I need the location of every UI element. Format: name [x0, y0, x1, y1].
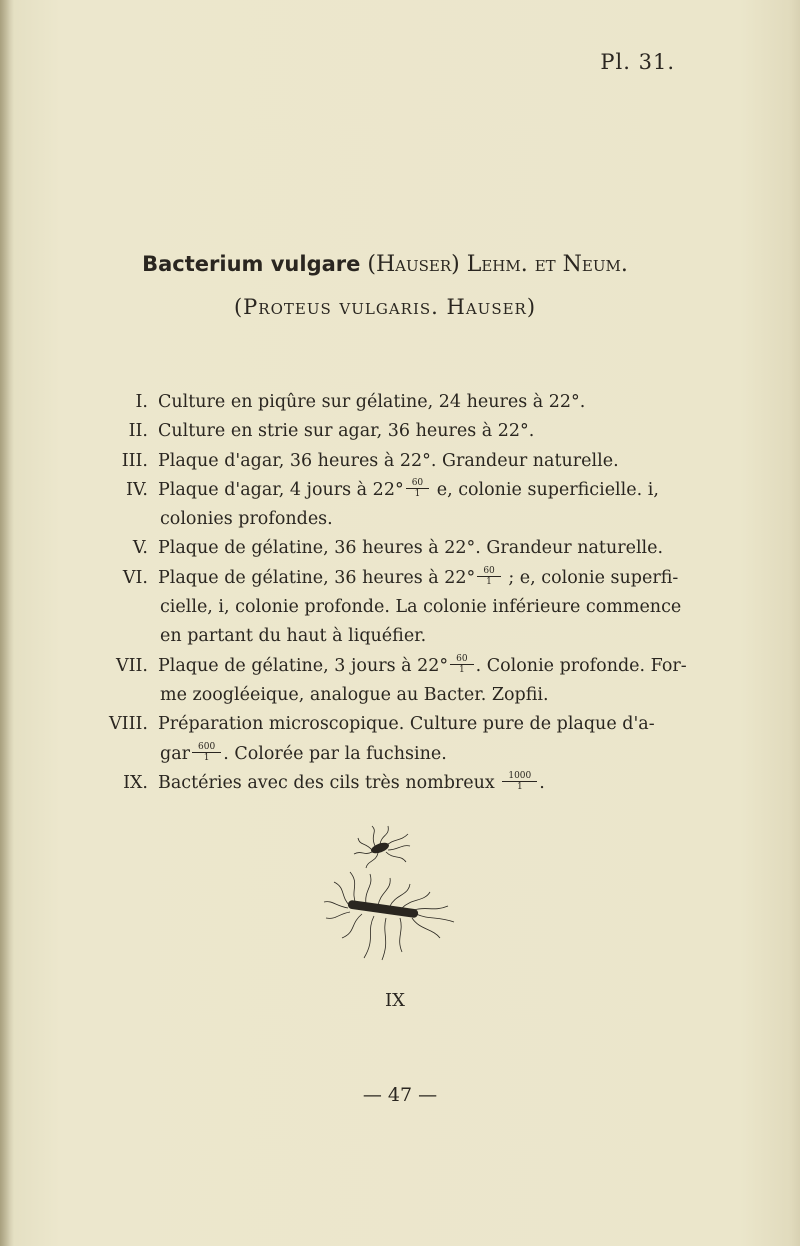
item-continuation	[100, 740, 720, 769]
item-text-post: . Colorée par la fuchsine.	[223, 743, 447, 764]
binding-shadow	[0, 0, 14, 1246]
item-text	[158, 652, 720, 681]
frac-top: 600	[192, 742, 221, 753]
item-number: IX.	[123, 772, 148, 793]
magnification-fraction	[450, 654, 473, 675]
plate-number: Pl. 31.	[600, 50, 675, 74]
bacteria-figure	[320, 820, 480, 980]
magnification-fraction	[477, 566, 500, 587]
magnification-fraction	[406, 478, 429, 499]
item-text-pre: Plaque d'agar, 4 jours à 22°	[158, 479, 404, 500]
list-item	[100, 476, 720, 505]
item-text	[158, 476, 720, 505]
item-continuation: me zoogléeique, analogue au Bacter. Zopfii.	[160, 684, 549, 705]
page-number: — 47 —	[362, 1084, 438, 1106]
item-continuation: en partant du haut à liquéfier.	[160, 626, 427, 647]
frac-top: 1000	[502, 771, 537, 782]
item-text-post: ; e, colonie superfi-	[502, 567, 679, 588]
item-number: VII.	[115, 655, 148, 676]
item-text: Culture en piqûre sur gélatine, 24 heures à 22°.	[158, 392, 586, 412]
list-item	[100, 388, 720, 417]
item-continuation: cielle, i, colonie profonde. La colonie inférieure commence	[160, 597, 682, 618]
frac-top: 60	[406, 478, 429, 489]
item-text-pre: Plaque de gélatine, 3 jours à 22°	[158, 655, 449, 676]
list-item	[100, 447, 720, 476]
item-text	[158, 564, 720, 593]
item-text-pre: Plaque de gélatine, 36 heures à 22°	[158, 567, 476, 588]
title-rest: Lehm. et Neum.	[466, 252, 628, 277]
item-number: II.	[128, 421, 148, 442]
figure-legend-list	[100, 388, 720, 798]
item-text-post: e, colonie superficielle. i,	[431, 479, 659, 500]
frac-bottom: 1	[459, 664, 465, 675]
list-item	[100, 534, 720, 563]
list-item	[100, 710, 720, 739]
item-text-post: .	[539, 772, 545, 793]
title-author: (Hauser)	[367, 252, 460, 277]
magnification-fraction	[502, 771, 537, 792]
page-subtitle: (Proteus vulgaris. Hauser)	[233, 295, 537, 319]
item-number: IV.	[125, 479, 148, 500]
frac-bottom: 1	[414, 488, 421, 499]
item-text: Plaque de gélatine, 36 heures à 22°. Grandeur naturelle.	[158, 538, 664, 559]
title-genus: Bacterium vulgare	[142, 252, 361, 276]
frac-bottom: 1	[203, 752, 210, 763]
frac-bottom: 1	[486, 576, 492, 587]
list-item	[100, 652, 720, 681]
item-text-pre: gar	[160, 743, 191, 764]
item-text	[158, 769, 720, 798]
frac-bottom: 1	[516, 781, 523, 792]
item-number: VIII.	[109, 714, 148, 735]
magnification-fraction	[192, 742, 221, 763]
item-number: I.	[135, 392, 148, 412]
frac-top: 60	[450, 654, 473, 665]
item-number: VI.	[122, 567, 148, 588]
frac-top: 60	[477, 566, 500, 577]
item-text-pre: Bactéries avec des cils très nombreux	[158, 772, 501, 793]
list-item	[100, 564, 720, 593]
item-number: III.	[121, 450, 148, 471]
item-number: V.	[132, 538, 148, 559]
page-title	[0, 252, 770, 277]
item-text-post: . Colonie profonde. For-	[475, 655, 687, 676]
item-continuation: colonies profondes.	[160, 509, 333, 530]
item-text: Préparation microscopique. Culture pure de plaque d'a-	[158, 714, 655, 735]
list-item	[100, 417, 720, 446]
item-text: Culture en strie sur agar, 36 heures à 22°.	[158, 421, 535, 442]
list-item	[100, 769, 720, 798]
figure-label: IX	[385, 990, 405, 1011]
item-text: Plaque d'agar, 36 heures à 22°. Grandeur naturelle.	[158, 450, 619, 471]
